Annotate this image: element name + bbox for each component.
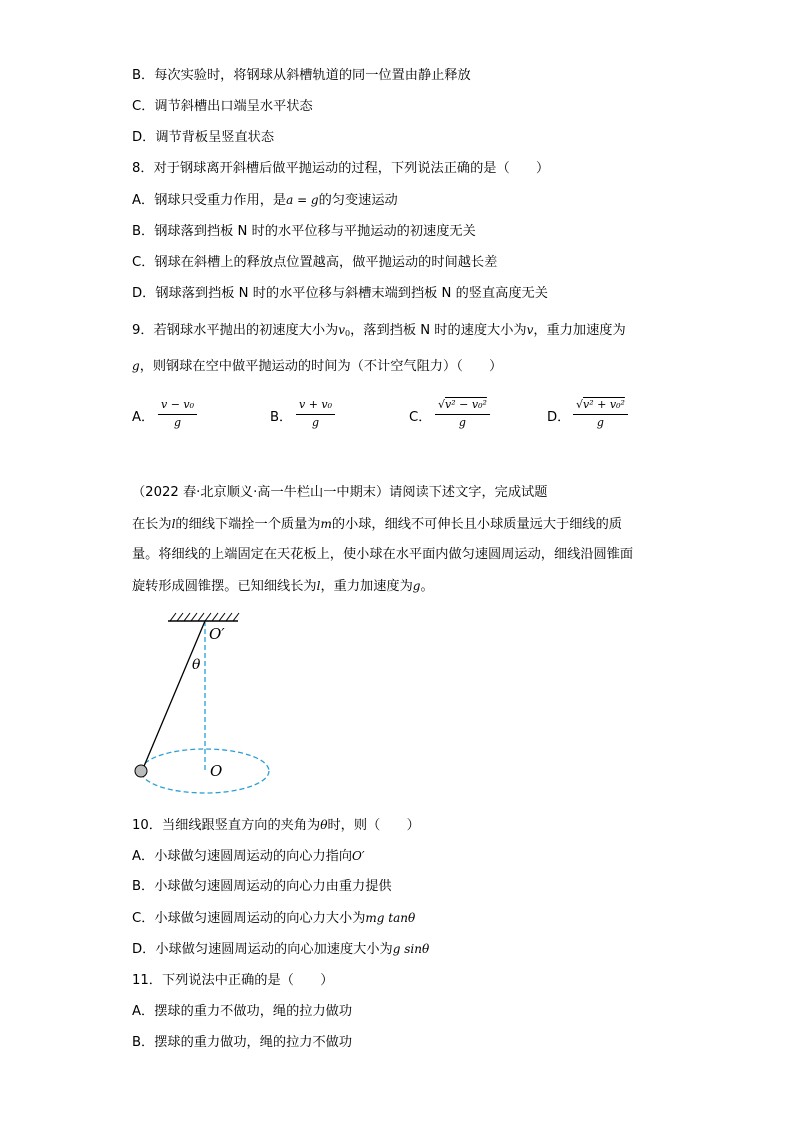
question-11-stem: 11．下列说法中正确的是（ ） [132,973,334,988]
question-9-stem-line2 [132,356,502,377]
question-9-option-b [270,398,390,438]
math-g-sin-theta: g sinθ [392,942,430,956]
question-8-option-d: D．钢球落到挡板 N 时的水平位移与斜槽末端到挡板 N 的竖直高度无关 [132,286,548,301]
ceiling-hatching [170,613,239,621]
passage-line1: 在长为l的细线下端拴一个质量为m的小球，细线不可伸长且小球质量远大于细线的质 [132,517,622,532]
question-8-stem: 8．对于钢球离开斜槽后做平抛运动的过程，下列说法正确的是（ ） [132,161,550,176]
text: 9．若钢球水平抛出的初速度大小为 [132,323,339,338]
question-9-option-d [547,398,667,438]
math-l: l [316,579,321,593]
math-mg-tan-theta: mg tanθ [365,911,416,925]
numerator: v − v₀ [158,398,197,415]
question-8-option-b: B．钢球落到挡板 N 时的水平位移与平抛运动的初速度无关 [132,224,476,239]
text: 的匀变速运动 [318,193,398,208]
math-g: g [132,359,140,373]
question-9-option-a [132,398,252,438]
question-10-stem: 10．当细线跟竖直方向的夹角为θ时，则（ ） [132,818,420,833]
math-theta: θ [320,818,328,832]
conical-pendulum-figure [130,605,280,805]
numerator: v + v₀ [296,398,335,415]
math-v: v [526,323,534,337]
string-line [142,621,205,771]
question-10-option-d: D．小球做匀速圆周运动的向心加速度大小为g sinθ [132,942,430,957]
question-7-option-c: C．调节斜槽出口端呈水平状态 [132,99,313,114]
question-9-option-c [409,398,529,438]
math-g: g [412,579,421,593]
question-7-option-b: B．每次实验时，将钢球从斜槽轨道的同一位置由静止释放 [132,68,471,83]
math-m: m [320,517,332,531]
numerator: √v² + v₀² [573,398,628,415]
source-note: （2022 春·北京顺义·高一牛栏山一中期末）请阅读下述文字，完成试题 [132,485,548,500]
question-11-option-a: A．摆球的重力不做功，绳的拉力做功 [132,1004,353,1019]
fraction [158,398,197,431]
question-11-option-b: B．摆球的重力做功，绳的拉力不做功 [132,1035,353,1050]
question-10-option-a: A．小球做匀速圆周运动的向心力指向O′ [132,849,365,864]
text: ，落到挡板 N 时的速度大小为 [350,323,527,338]
question-7-option-d: D．调节背板呈竖直状态 [132,130,275,145]
question-8-option-a [132,190,398,211]
question-10-option-c: C．小球做匀速圆周运动的向心力大小为mg tanθ [132,911,416,926]
option-label: A． [132,410,155,425]
math-v0: $v_0$ [338,323,351,338]
math-l: l [171,517,176,531]
denominator: g [174,416,182,429]
option-label: D． [547,410,571,425]
denominator: g [312,416,320,429]
label-o-prime: O′ [209,625,225,643]
label-theta: θ [192,657,201,673]
numerator: √v² − v₀² [435,398,490,415]
passage-line2: 量。将细线的上端固定在天花板上，使小球在水平面内做匀速圆周运动，细线沿圆锥面 [132,547,634,562]
ball [135,765,147,777]
fraction [435,398,490,431]
math-o-prime: O′ [352,849,365,863]
label-o: O [210,762,223,780]
question-10-option-b: B．小球做匀速圆周运动的向心力由重力提供 [132,879,392,894]
option-label: B． [270,410,293,425]
denominator: g [596,416,604,429]
text: ，则钢球在空中做平抛运动的时间为（不计空气阻力）（ ） [139,359,503,374]
math-a-equals-g: a = g [286,193,319,207]
fraction [296,398,335,431]
option-label: C． [409,410,432,425]
question-9-stem-line1 [132,320,626,344]
question-8-option-c: C．钢球在斜槽上的释放点位置越高，做平抛运动的时间越长差 [132,255,498,270]
text: ，重力加速度为 [533,323,626,338]
denominator: g [458,416,466,429]
passage-line3: 旋转形成圆锥摆。已知细线长为l，重力加速度为g。 [132,579,434,594]
text: A．钢球只受重力作用，是 [132,193,287,208]
fraction [573,398,628,431]
